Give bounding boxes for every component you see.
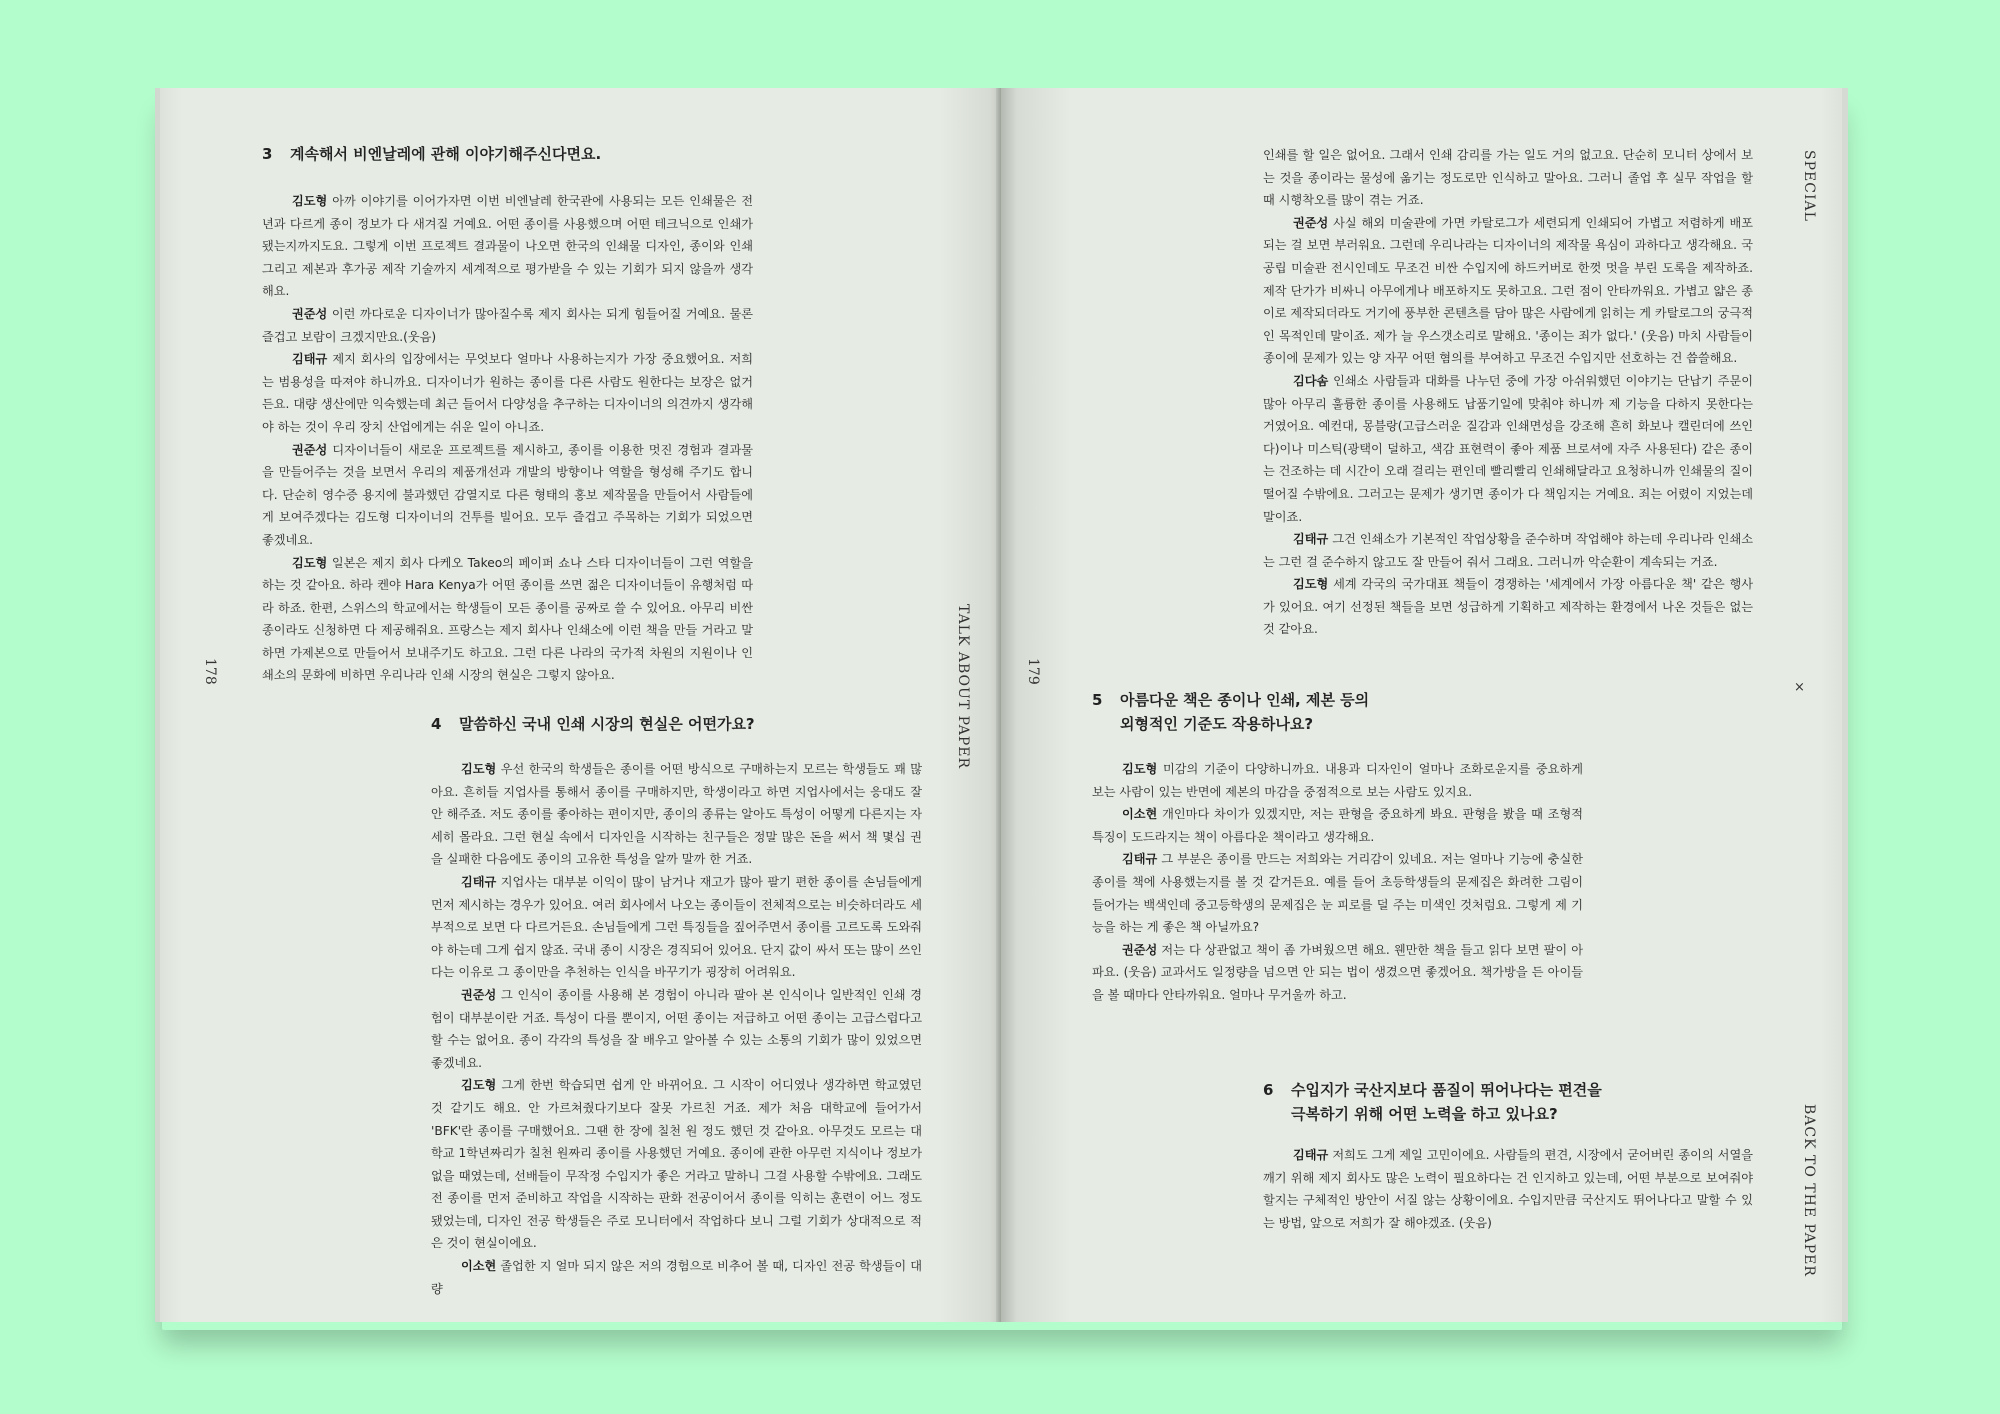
answer-paragraph (1263, 370, 1753, 528)
answer-text: 인쇄를 할 일은 없어요. 그래서 인쇄 감리를 가는 일도 거의 없고요. 단순히 모니터 상에서 보는 것을 종이라는 물성에 옮기는 정도로만 인식하고 말아요. 그러니 졸업 후 실무 작업을 할 때 시행착오를 많이 겪는 거죠. (1263, 148, 1753, 208)
continued-answers (1263, 144, 1753, 641)
answer-text: 그 부분은 종이를 만드는 저희와는 거리감이 있네요. 저는 얼마나 기능에 충실한 종이를 책에 사용했는지를 볼 것 같거든요. 예를 들어 초등학생들의 문제집은 화려한 그림이 들어가는 백색인데 중고등학생의 문제집은 눈 피로를 덜 주는 미색인 것처럼요. 그렇게 제 기능을 하는 게 좋은 책 아닐까요? (1092, 852, 1583, 935)
question-6-title-line2: 극복하기 위해 어떤 노력을 하고 있나요? (1291, 1105, 1558, 1123)
answer-text: 개인마다 차이가 있겠지만, 저는 판형을 중요하게 봐요. 판형을 봤을 때 조형적 특징이 도드라지는 책이 아름다운 책이라고 생각해요. (1092, 807, 1583, 844)
speaker-name: 김도형 (292, 194, 328, 208)
speaker-name: 권준성 (292, 442, 328, 457)
question-5-heading (1092, 688, 1369, 736)
answer-text: 세계 각국의 국가대표 책들이 경쟁하는 '세계에서 가장 아름다운 책' 같은 행사가 있어요. 여기 선정된 책들을 보면 성급하게 기획하고 제작하는 환경에서 나온 것들은 없는 것 같아요. (1263, 577, 1753, 637)
question-5-title-line2: 외형적인 기준도 작용하나요? (1120, 715, 1314, 733)
question-6-title-line1: 수입지가 국산지보다 품질이 뛰어나다는 편견을 (1291, 1081, 1602, 1099)
question-4-title: 말씀하신 국내 인쇄 시장의 현실은 어떤가요? (459, 715, 755, 733)
answer-text: 디자이너들이 새로운 프로젝트를 제시하고, 종이를 이용한 멋진 경험과 결과물을 만들어주는 것을 보면서 우리의 제품개선과 개발의 방향이나 역할을 형성해 주기도 합니다. 단순히 영수증 용지에 불과했던 감열지로 다른 형태의 홍보 제작물을 만들어서 사람들에게 보여주겠다는 김도형 디자이너의 건투를 빌어요. 모두 즐겁고 주목하는 기회가 되었으면 좋겠네요. (262, 442, 753, 547)
answer-text: 지업사는 대부분 이익이 많이 남거나 재고가 많아 팔기 편한 종이를 손님들에게 먼저 제시하는 경우가 있어요. 여러 회사에서 나오는 종이들이 전체적으로는 비슷하더라도 세부적으로 보면 다 다르거든요. 손님들에게 그런 특징들을 짚어주면서 종이를 고르도록 도와줘야 하는데 그게 쉽지 않죠. 국내 종이 시장은 경직되어 있어요. 단지 값이 싸서 또는 많이 쓰인다는 이유로 그 종이만을 추천하는 인식을 바꾸기가 굉장히 어려워요. (431, 874, 922, 980)
answer-text: 이런 까다로운 디자이너가 많아질수록 제지 회사는 되게 힘들어질 거예요. 물론 즐겁고 보람이 크겠지만요.(웃음) (262, 306, 753, 344)
question-3-number: 3 (262, 145, 273, 163)
answer-paragraph (431, 1255, 922, 1300)
answer-text: 일본은 제지 회사 다케오 Takeo의 페이퍼 쇼나 스타 디자이너들이 그런 역할을 하는 것 같아요. 하라 켄야 Hara Kenya가 어떤 종이를 쓰면 젊은 디자이너들이 유행처럼 따라 하죠. 한편, 스위스의 학교에서는 학생들이 모든 종이를 공짜로 쓸 수 있어요. 아무리 비싼 종이라도 신청하면 다 제공해줘요. 프랑스는 제지 회사나 인쇄소에 이런 책을 만들 거라고 말하면 가제본으로 만들어서 보내주기도 하고요. 그런 다른 나라의 국가적 차원의 지원이나 인쇄소의 문화에 비하면 우리나라 인쇄 시장의 현실은 그렇지 않아요. (262, 555, 753, 683)
left-page (155, 88, 1006, 1322)
answer-paragraph (262, 552, 753, 688)
right-page-number: 179 (1025, 658, 1041, 685)
speaker-name: 김태규 (292, 352, 328, 367)
left-page-number: 178 (202, 658, 218, 685)
answer-text: 그 인식이 종이를 사용해 본 경험이 아니라 팔아 본 인식이나 일반적인 인쇄 경험이 대부분이란 거죠. 특성이 다를 뿐이지, 어떤 종이는 저급하고 어떤 종이는 고급스럽다고 할 수는 없어요. 종이 각각의 특성을 잘 배우고 알아볼 수 있는 소통의 기회가 많이 있었으면 좋겠네요. (431, 987, 922, 1070)
speaker-name: 권준성 (292, 306, 328, 321)
speaker-name: 김태규 (1293, 1148, 1329, 1162)
question-6-number: 6 (1263, 1081, 1274, 1099)
answer-paragraph (262, 348, 753, 438)
answer-paragraph (1263, 212, 1753, 370)
question-3-answers (262, 190, 753, 687)
answer-paragraph (1092, 848, 1583, 938)
answer-text: 그건 인쇄소가 기본적인 작업상황을 준수하며 작업해야 하는데 우리나라 인쇄소는 그런 걸 준수하지 않고도 잘 만들어 줘서 그래요. 그러니까 악순환이 계속되는 거죠. (1263, 532, 1753, 569)
answer-paragraph (262, 190, 753, 303)
speaker-name: 권준성 (461, 987, 497, 1002)
answer-paragraph (1263, 1144, 1753, 1234)
speaker-name: 김도형 (461, 1078, 497, 1093)
answer-paragraph (1092, 758, 1583, 803)
speaker-name: 김도형 (1122, 762, 1158, 776)
answer-text: 미감의 기준이 다양하니까요. 내용과 디자인이 얼마나 조화로운지를 중요하게 보는 사람이 있는 반면에 제본의 마감을 중점적으로 보는 사람도 있지요. (1092, 762, 1583, 799)
answer-paragraph (1092, 803, 1583, 848)
question-4-heading (431, 712, 755, 736)
answer-paragraph (1263, 144, 1753, 212)
question-4-number: 4 (431, 715, 442, 733)
speaker-name: 김도형 (461, 762, 497, 776)
answer-paragraph (431, 984, 922, 1074)
question-3-title: 계속해서 비엔날레에 관해 이야기해주신다면요. (290, 145, 602, 163)
speaker-name: 김도형 (1293, 577, 1329, 592)
right-running-head-bottom: BACK TO THE PAPER (1801, 1104, 1817, 1277)
answer-paragraph (1092, 939, 1583, 1007)
question-5-number: 5 (1092, 691, 1103, 709)
answer-paragraph (431, 758, 922, 871)
answer-text: 인쇄소 사람들과 대화를 나누던 중에 가장 아쉬워했던 이야기는 단납기 주문이 많아 아무리 훌륭한 종이를 사용해도 납품기일에 맞춰야 하니까 제 기능을 다하지 못한다는 거였어요. 예컨대, 몽블랑(고급스러운 질감과 인쇄면성을 강조해 흔히 화보나 캘린더에 쓰인다)이나 미스틱(광택이 덜하고, 색감 표현력이 좋아 제품 브로셔에 자주 사용된다) 같은 종이는 건조하는 데 시간이 오래 걸리는 편인데 빨리빨리 인쇄해달라고 요청하니까 인쇄물의 질이 떨어질 수밖에요. 그러고는 문제가 생기면 종이가 다 책임지는 거예요. 죄는 어렸이 지었는데 말이죠. (1263, 373, 1753, 524)
question-6-answers (1263, 1144, 1753, 1234)
answer-text: 아까 이야기를 이어가자면 이번 비엔날레 한국관에 사용되는 모든 인쇄물은 전년과 다르게 종이 정보가 다 새겨질 거예요. 어떤 종이를 사용했으며 어떤 테크닉으로 인쇄가 됐는지까지도요. 그렇게 이번 프로젝트 결과물이 나오면 한국의 인쇄물 디자인, 종이와 인쇄 그리고 제본과 후가공 제작 기술까지 세계적으로 평가받을 수 있는 기회가 되지 않을까 생각해요. (262, 194, 753, 299)
answer-paragraph (262, 303, 753, 348)
speaker-name: 김도형 (292, 555, 328, 570)
answer-text: 그게 한번 학습되면 쉽게 안 바뀌어요. 그 시작이 어디였나 생각하면 학교였던 것 같기도 해요. 안 가르쳐줬다기보다 잘못 가르친 거죠. 제가 처음 대학교에 들어가서 'BFK'란 종이를 구매했어요. 그땐 한 장에 칠천 원 정도 했던 것 같아요. 아무것도 모르는 대학교 1학년짜리가 칠천 원짜리 종이를 사용했던 거예요. 종이에 관한 아무런 지식이나 정보가 없을 때였는데, 선배들이 무작정 수입지가 좋은 거라고 말하니 그걸 사용할 수밖에요. 그래도 전 종이를 먼저 준비하고 작업을 시작하는 판화 전공이어서 종이를 익히는 훈련이 어느 정도 됐었는데, 디자인 전공 학생들은 주로 모니터에서 작업하다 보니 그럴 기회가 상대적으로 적은 것이 현실이에요. (431, 1078, 922, 1251)
right-page (1001, 88, 1848, 1322)
right-running-head-top: SPECIAL (1801, 150, 1817, 222)
speaker-name: 김다솜 (1293, 373, 1329, 388)
answer-text: 졸업한 지 얼마 되지 않은 저의 경험으로 비추어 볼 때, 디자인 전공 학생들이 대량 (431, 1259, 922, 1296)
answer-paragraph (1263, 573, 1753, 641)
speaker-name: 이소현 (461, 1259, 497, 1274)
cross-mark: × (1794, 680, 1805, 695)
question-5-title-line1: 아름다운 책은 종이나 인쇄, 제본 등의 (1120, 691, 1370, 709)
answer-text: 저는 다 상관없고 책이 좀 가벼웠으면 해요. 웬만한 책을 들고 읽다 보면 팔이 아파요. (웃음) 교과서도 일정량을 넘으면 안 되는 법이 생겼으면 좋겠어요. 책가방을 든 아이들을 볼 때마다 안타까워요. 얼마나 무거울까 하고. (1092, 942, 1583, 1002)
answer-text: 저희도 그게 제일 고민이에요. 사람들의 편견, 시장에서 굳어버린 종이의 서열을 깨기 위해 제지 회사도 많은 노력이 필요하다는 건 인지하고 있는데, 어떤 부분으로 보여줘야 할지는 구체적인 방안이 서질 않는 상황이에요. 수입지만큼 국산지도 뛰어나다고 말할 수 있는 방법, 앞으로 저희가 잘 해야겠죠. (웃음) (1263, 1148, 1753, 1230)
speaker-name: 권준성 (1293, 215, 1329, 230)
speaker-name: 이소현 (1122, 807, 1158, 822)
answer-paragraph (1263, 528, 1753, 573)
answer-text: 제지 회사의 입장에서는 무엇보다 얼마나 사용하는지가 가장 중요했어요. 저희는 범용성을 따져야 하니까요. 디자이너가 원하는 종이를 다른 사람도 원한다는 보장은 없거든요. 대량 생산에만 익숙했는데 최근 들어서 다양성을 추구하는 디자이너의 의견까지 생각해야 하는 것이 우리 장치 산업에게는 쉬운 일이 아니죠. (262, 352, 753, 434)
question-4-answers (431, 758, 922, 1300)
speaker-name: 김태규 (461, 874, 497, 889)
speaker-name: 김태규 (1293, 532, 1329, 547)
question-5-answers (1092, 758, 1583, 1007)
answer-text: 우선 한국의 학생들은 종이를 어떤 방식으로 구매하는지 모르는 학생들도 꽤 많아요. 흔히들 지업사를 통해서 종이를 구매하지만, 학생이라고 하면 지업사에서는 응대도 잘 안 해주죠. 저도 종이를 좋아하는 편이지만, 종이의 종류는 알아도 특성이 어떻게 다른지는 자세히 몰라요. 그런 현실 속에서 디자인을 시작하는 친구들은 정말 많은 돈을 써서 책 몇십 권을 실패한 다음에도 종이의 고유한 특성을 알까 말까 한 거죠. (431, 762, 922, 867)
question-3-heading (262, 142, 601, 166)
left-running-head: TALK ABOUT PAPER (955, 604, 971, 770)
speaker-name: 권준성 (1122, 942, 1158, 957)
answer-paragraph (431, 871, 922, 984)
answer-text: 사실 해외 미술관에 가면 카탈로그가 세련되게 인쇄되어 가볍고 저렴하게 배포되는 걸 보면 부러워요. 그런데 우리나라는 디자이너의 제작물 욕심이 과하다고 생각해요. 국공립 미술관 전시인데도 무조건 비싼 수입지에 하드커버로 한껏 멋을 부린 도록을 제작하죠. 제작 단가가 비싸니 아무에게나 배포하지도 못하고요. 그런 점이 안타까워요. 가볍고 얇은 종이로 제작되더라도 거기에 풍부한 콘텐츠를 담아 많은 사람에게 읽히는 게 카탈로그의 궁극적인 목적인데 말이죠. 제가 늘 우스갯소리로 말해요. '종이는 죄가 없다.' (웃음) 마치 사람들이 종이에 문제가 있는 양 자꾸 어떤 혐의를 부여하고 무조건 수입지만 선호하는 건 씁쓸해요. (1263, 215, 1753, 366)
answer-paragraph (431, 1074, 922, 1255)
speaker-name: 김태규 (1122, 852, 1158, 867)
question-6-heading (1263, 1078, 1602, 1126)
answer-paragraph (262, 439, 753, 552)
